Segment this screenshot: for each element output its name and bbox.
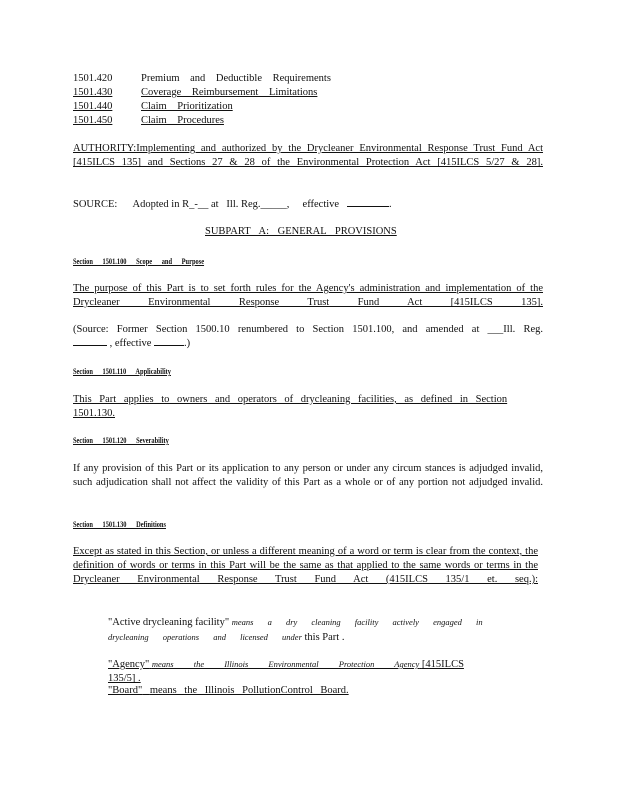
section-body: The purpose of this Part is to set forth rules for the Agency's administration and implementation of the Drycleaner Environmental Response Trust Fund Act [415ILCS 135]. xyxy=(73,283,543,308)
section-body: If any provision of this Part or its application to any person or under any circum stances is adjudged invalid, such adjudication shall not affect the validity of this Part as a whole or of any portion not adjudged invalid. xyxy=(73,463,543,488)
definition-text: means a dry cleaning facility actively engaged in drycleaning operations and licensed under xyxy=(108,617,483,642)
effective-date-blank xyxy=(154,345,184,346)
toc-title: Premium and Deductible Requirements xyxy=(141,73,331,84)
reg-blank xyxy=(73,345,107,346)
definition-tail: this Part . xyxy=(304,632,345,643)
source-adopted: Adopted in R_-__ at xyxy=(132,199,219,210)
toc-number: 1501.420 xyxy=(73,73,113,84)
section-body: This Part applies to owners and operators of drycleaning facilities, as defined in Section 1501.130. xyxy=(73,394,508,419)
definition-term: "Board" xyxy=(108,685,143,696)
source-line xyxy=(73,198,543,212)
definition-text: means the Illinois Environmental Protection Agency xyxy=(151,659,420,669)
source-note-end: .) xyxy=(184,338,191,349)
toc-number: 1501.430 xyxy=(73,87,113,98)
source-label: SOURCE: xyxy=(73,199,118,210)
definition-board xyxy=(108,684,488,698)
definition-text: means the Illinois PollutionControl Board. xyxy=(149,685,349,696)
section-body: Except as stated in this Section, or unless a different meaning of a word or term is clear from the context, the definition of words or terms in this Part will be the same as that applied to the same words or terms in the Drycleaner Environmental Response Trust Fund Act (415ILCS 135/1 et. seq.): xyxy=(73,546,538,585)
toc-number: 1501.440 xyxy=(73,101,113,112)
toc-row xyxy=(73,86,373,100)
section-heading: Section 1501.130 Definitions xyxy=(73,520,166,529)
definition-tail: [415ILCS 135/5] . xyxy=(108,659,464,684)
section-heading: Section 1501.110 Applicability xyxy=(73,367,171,376)
toc-title: Claim Procedures xyxy=(141,115,224,126)
source-note-effective: , effective xyxy=(109,338,152,349)
source-note-line-1: (Source: Former Section 1500.10 renumbered to Section 1501.100, and amended at ___Ill. Reg. xyxy=(73,324,543,335)
toc-title: Coverage Reimbursement Limitations xyxy=(141,87,318,98)
definition-term: "Agency" xyxy=(108,659,150,670)
toc-number: 1501.450 xyxy=(73,115,113,126)
source-end: . xyxy=(388,199,392,210)
source-effective: effective xyxy=(302,199,340,210)
subpart-title: SUBPART A: GENERAL PROVISIONS xyxy=(205,226,397,237)
effective-date-blank xyxy=(347,206,389,207)
toc-title: Claim Prioritization xyxy=(141,101,233,112)
definition-active-drycleaning-facility xyxy=(108,615,488,645)
source-note-line-2 xyxy=(73,337,543,351)
source-note xyxy=(73,323,543,351)
source-reg: Ill. Reg._____, xyxy=(226,199,290,210)
authority-paragraph: AUTHORITY:Implementing and authorized by the Drycleaner Environmental Response Trust Fund Act [415ILCS 135] and Sections 27 & 28 of the Environmental Protection Act [415ILCS 5/27 & 28]. xyxy=(73,143,543,168)
definition-term: "Active drycleaning facility" xyxy=(108,617,230,628)
toc-row xyxy=(73,72,373,86)
section-heading: Section 1501.100 Scope and Purpose xyxy=(73,257,205,266)
toc-row xyxy=(73,100,373,114)
toc-row xyxy=(73,114,373,128)
definition-agency xyxy=(108,657,488,686)
section-heading: Section 1501.120 Severability xyxy=(73,436,169,445)
